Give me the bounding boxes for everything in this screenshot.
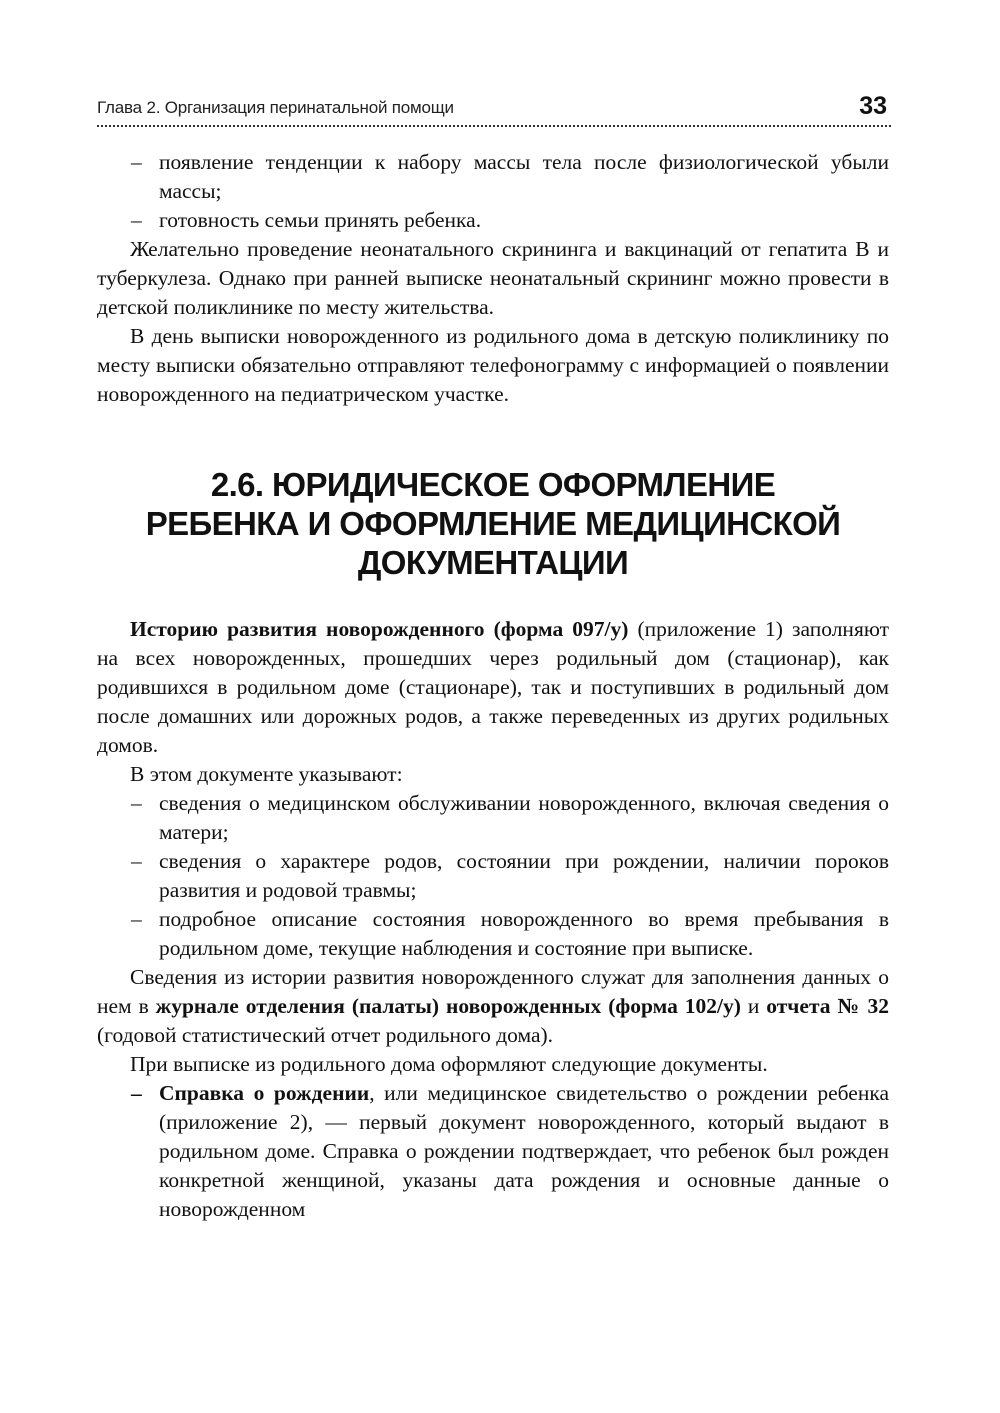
paragraph-journal: Сведения из истории развития новорожденного служат для заполнения данных о нем в журнале отделения (палаты) новорожденных (форма 102/у) и отчета № 32 (годовой статистический отчет родильного дома). xyxy=(97,965,889,1047)
dash-marker: – xyxy=(131,150,142,174)
list-item: – подробное описание состояния новорожденного во время пребывания в родильном доме, текущие наблюдения и состояние при выписке. xyxy=(131,907,889,960)
dotted-rule xyxy=(97,125,891,127)
dash-marker: – xyxy=(131,907,142,931)
dash-marker: – xyxy=(131,208,142,232)
paragraph-discharge-documents: При выписке из родильного дома оформляют следующие документы. xyxy=(130,1052,768,1076)
paragraph-telephonogram: В день выписки новорожденного из родильного дома в детскую поликлинику по месту выписки обязательно отправляют телефонограмму с информацией о появлении новорожденного на педиатрическом участке. xyxy=(97,324,889,406)
document-contents-list xyxy=(97,789,889,963)
dash-marker: – xyxy=(131,791,142,815)
section-title: 2.6. ЮРИДИЧЕСКОЕ ОФОРМЛЕНИЕ РЕБЕНКА И ОФОРМЛЕНИЕ МЕДИЦИНСКОЙ ДОКУМЕНТАЦИИ xyxy=(145,466,841,581)
paragraph-document-intro: В этом документе указывают: xyxy=(130,762,403,786)
page-header xyxy=(97,92,891,128)
paragraph-history-form: Историю развития новорожденного (форма 097/у) (приложение 1) заполняют на всех новорожденных, прошедших через родильный дом (стационар), как родившихся в родильном доме (стационаре), так и поступивших в родильный дом после домашних или дорожных родов, а также переведенных из других родильных домов. xyxy=(97,617,890,757)
dash-marker: – xyxy=(131,849,142,873)
list-item: – сведения о характере родов, состоянии при рождении, наличии пороков развития и родовой травмы; xyxy=(131,849,889,902)
paragraph-screening: Желательно проведение неонатального скрининга и вакцинаций от гепатита В и туберкулеза. Однако при ранней выписке неонатальный скрининг можно провести в детской поликлинике по месту жительства. xyxy=(97,237,889,319)
page-number: 33 xyxy=(859,92,887,120)
list-item: – Справка о рождении, или медицинское свидетельство о рождении ребенка (приложение 2), — первый документ новорожденного, который выдают в родильном доме. Справка о рождении подтверждает, что ребенок был рожден конкретной женщиной, указаны дата рождения и основные данные о новорожденном xyxy=(131,1081,889,1221)
running-head: Глава 2. Организация перинатальной помощи xyxy=(97,98,454,117)
list-item: – появление тенденции к набору массы тела после физиологической убыли массы; xyxy=(131,150,889,203)
page-body xyxy=(97,148,889,1224)
discharge-criteria-list xyxy=(97,148,889,235)
list-item: – готовность семьи принять ребенка. xyxy=(159,206,889,235)
list-item: – сведения о медицинском обслуживании новорожденного, включая сведения о матери; xyxy=(131,791,889,844)
dash-marker: – xyxy=(131,1081,142,1105)
discharge-documents-list xyxy=(97,1079,889,1224)
